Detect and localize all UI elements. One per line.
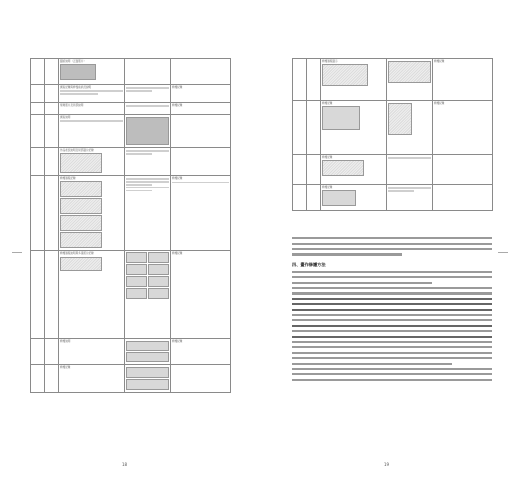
table-cell-note [171,85,231,103]
photo [322,106,360,130]
right-page [292,58,492,458]
row-desc: 調查說明 [60,116,71,119]
photo [126,341,169,351]
table-cell-image [125,59,171,85]
row-desc: 修護過程圖示 [322,60,338,63]
text-line [292,325,492,327]
text-line [292,373,492,375]
photo [126,379,169,390]
photo [126,117,169,145]
text-line [292,341,492,343]
row-desc: 調查記錄與修復前狀況說明 [60,86,92,89]
table-cell-no [31,59,45,85]
text-line [292,237,492,239]
table-cell-note [171,59,231,85]
text-line [292,330,492,332]
text-line [292,271,492,273]
sketch-image [60,215,102,231]
sketch-image [388,61,431,83]
table-cell-desc [59,85,125,103]
row-desc: 修護過程說明與多張照片記錄 [60,252,94,256]
row-desc: 修護過程記錄 [60,177,76,181]
table-cell-date [45,59,59,85]
conservation-log-table-left [30,58,231,393]
row-desc: 修護記錄 [322,186,333,189]
row-desc: 圖版說明（正面照片） [60,60,86,63]
crop-mark [498,252,508,253]
table-row [293,185,493,211]
text-line [292,303,492,305]
row-desc: 修護記錄 [322,156,333,159]
sketch-image [60,232,102,248]
sketch-image [60,181,102,197]
photo-grid [126,252,169,299]
table-row [31,148,231,176]
text-line [292,352,492,354]
text-line [292,253,402,255]
row-desc: 現場照片及局部說明 [60,104,84,107]
row-note: 修護紀錄 [434,102,445,105]
row-note: 修護紀錄 [172,86,183,89]
photo [322,190,356,206]
row-note: 修護紀錄 [172,340,183,344]
text-line [292,287,492,289]
table-row [293,101,493,155]
row-note: 修護紀錄 [172,104,183,107]
text-line [292,282,432,284]
row-desc: 修護記錄 [322,102,333,105]
text-line [292,379,492,381]
table-row [31,85,231,103]
text-line [292,319,492,321]
row-note: 修護紀錄 [172,177,183,181]
page-number-right: 19 [384,462,390,467]
text-line [292,309,492,311]
row-desc: 修護說明 [60,340,71,344]
table-row [31,365,231,393]
section-heading: 四、畫作修護方法 [292,261,326,267]
text-line [292,298,492,300]
row-desc: 修護記錄 [60,366,71,370]
body-text [292,234,492,384]
left-page [30,58,230,458]
text-line [292,292,492,294]
table-row [31,59,231,85]
sketch-image [60,257,102,271]
conservation-log-table-right [292,58,493,211]
text-line [292,243,492,245]
text-line [292,276,492,278]
text-line [292,314,492,316]
text-line [292,336,492,338]
photo [60,64,96,80]
text-line [292,346,492,348]
table-row [31,103,231,115]
sketch-image [60,198,102,214]
table-row [31,251,231,339]
table-row [31,339,231,365]
row-desc: 作品狀況說明及局部圖片記錄 [60,149,94,152]
sketch-image [60,153,102,173]
table-cell-desc [59,59,125,85]
table-row [31,176,231,251]
text-line [292,357,492,359]
sketch-image [322,160,364,176]
text-line [292,248,492,250]
row-note: 修護紀錄 [172,252,183,256]
sketch-image [322,64,368,86]
table-row [293,59,493,101]
page-number-left: 18 [122,462,128,467]
photo [126,352,169,362]
row-note: 修護紀錄 [434,60,445,63]
photo [126,367,169,378]
crop-mark [12,252,22,253]
table-row [293,155,493,185]
text-line [292,363,452,365]
table-row [31,115,231,148]
text-line [292,368,492,370]
sketch-image [388,103,412,135]
